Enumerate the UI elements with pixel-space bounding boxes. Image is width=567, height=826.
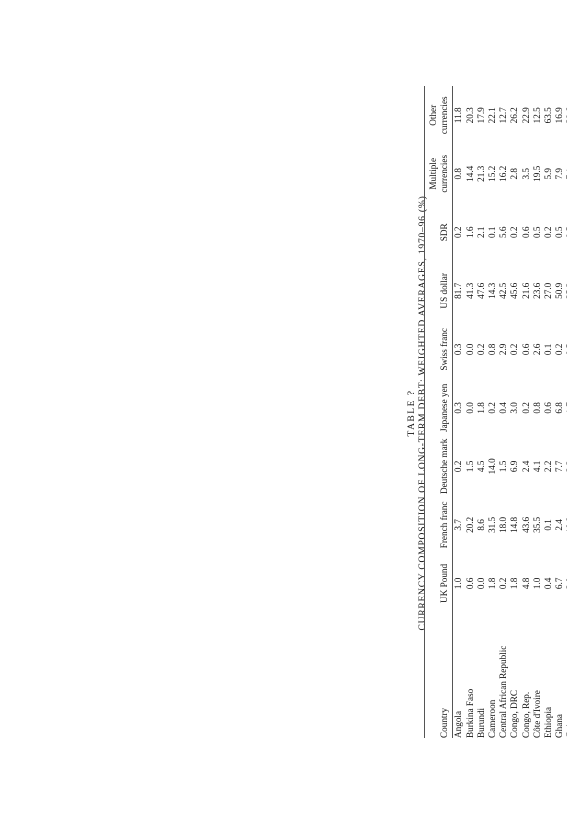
value-cell: 0.6 (520, 343, 531, 356)
value-cell: 1.0 (453, 577, 464, 590)
table-body (453, 86, 567, 738)
value-cell: 12.7 (498, 107, 509, 124)
value-cell: 41.3 (464, 282, 475, 299)
value-cell: 0.6 (464, 577, 475, 590)
value-cell: 6.8 (554, 402, 565, 414)
table-row (521, 86, 532, 738)
country-cell: Angola (453, 710, 464, 738)
value-cell: 0.8 (531, 402, 542, 414)
country-cell: Ghana (554, 714, 565, 738)
value-cell: 16.2 (498, 165, 509, 182)
column-header: French franc (425, 496, 453, 555)
value-cell: 18.0 (498, 516, 509, 533)
value-cell: 2.1 (475, 226, 486, 239)
value-cell: 3.5 (520, 168, 531, 180)
value-cell: 50.9 (554, 282, 565, 299)
value-cell: 2.4 (554, 519, 565, 531)
value-cell: 31.5 (487, 516, 498, 533)
value-cell: 1.5 (464, 460, 475, 473)
header-row (425, 86, 453, 738)
value-cell: 42.5 (498, 282, 509, 299)
column-header: Japanese yen (425, 379, 453, 438)
value-cell: 3.7 (453, 519, 464, 531)
value-cell: 1.8 (487, 577, 498, 590)
column-header: Other currencies (425, 86, 453, 145)
currency-composition-table (424, 86, 567, 738)
value-cell: 0.3 (453, 343, 464, 356)
country-cell: Congo, Rep. (520, 691, 531, 738)
value-cell: 21.6 (520, 282, 531, 299)
column-header: Deutsche mark (425, 437, 453, 496)
value-cell: 0.2 (487, 402, 498, 414)
value-cell: 16.9 (554, 107, 565, 124)
value-cell: 0.0 (464, 402, 475, 414)
table-row (476, 86, 487, 738)
value-cell: 2.2 (543, 460, 554, 473)
value-cell: 1.8 (475, 402, 486, 414)
value-cell: 47.6 (475, 282, 486, 299)
value-cell: 0.2 (498, 577, 509, 590)
value-cell: 1.8 (509, 577, 520, 590)
value-cell: 0.6 (543, 402, 554, 414)
value-cell: 0.2 (509, 226, 520, 239)
value-cell: 0.0 (475, 577, 486, 590)
value-cell: 0.2 (453, 226, 464, 239)
table-row (465, 86, 476, 738)
value-cell: 0.4 (543, 577, 554, 590)
value-cell: 43.6 (520, 516, 531, 533)
table-header (425, 86, 453, 738)
value-cell: 19.5 (531, 165, 542, 182)
value-cell: 20.3 (464, 107, 475, 124)
table-row (453, 86, 465, 738)
value-cell: 2.9 (498, 343, 509, 356)
value-cell: 7.7 (554, 460, 565, 473)
value-cell: 0.2 (453, 460, 464, 473)
value-cell: 0.1 (543, 343, 554, 356)
column-header: US dollar (425, 262, 453, 321)
table-row (532, 86, 543, 738)
value-cell: 4.1 (531, 460, 542, 473)
value-cell: 81.7 (453, 282, 464, 299)
value-cell: 0.1 (487, 226, 498, 239)
country-cell: Congo, DRC (509, 690, 520, 738)
value-cell: 23.6 (531, 282, 542, 299)
country-cell: Ethiopia (543, 706, 554, 738)
value-cell: 0.2 (520, 402, 531, 414)
value-cell: 0.5 (554, 226, 565, 239)
value-cell: 14.0 (487, 458, 498, 475)
value-cell: 3.0 (509, 402, 520, 414)
value-cell: 20.2 (464, 516, 475, 533)
value-cell: 0.0 (464, 343, 475, 356)
value-cell: 2.8 (509, 168, 520, 180)
value-cell: 4.5 (475, 460, 486, 473)
value-cell: 0.4 (498, 402, 509, 414)
table-title: CURRENCY COMPOSITION OF LONG-TERM DEBT: WEIGHTED AVERAGES, 1970–96 (%) (418, 195, 428, 631)
value-cell: 2.4 (520, 460, 531, 473)
country-cell: Burkina Faso (464, 688, 475, 738)
value-cell: 0.6 (520, 226, 531, 239)
value-cell: 45.6 (509, 282, 520, 299)
country-cell: Burundi (475, 707, 486, 738)
value-cell: 6.9 (509, 460, 520, 473)
value-cell: 2.6 (531, 343, 542, 356)
value-cell: 26.2 (509, 107, 520, 124)
value-cell: 1.6 (464, 226, 475, 239)
value-cell: 1.5 (498, 460, 509, 473)
value-cell: 5.6 (498, 226, 509, 239)
table-row (543, 86, 554, 738)
table-row (487, 86, 498, 738)
value-cell: 1.0 (531, 577, 542, 590)
value-cell: 0.3 (453, 402, 464, 414)
column-header: Swiss franc (425, 320, 453, 379)
value-cell: 7.9 (554, 168, 565, 180)
value-cell: 35.5 (531, 516, 542, 533)
country-cell: Côte d'Ivoire (531, 690, 542, 738)
value-cell: 5.9 (543, 168, 554, 180)
value-cell: 63.5 (543, 107, 554, 124)
country-cell: Central African Republic (498, 645, 509, 738)
value-cell: 15.2 (487, 165, 498, 182)
table-label: TABLE ? (407, 389, 417, 437)
value-cell: 0.8 (487, 343, 498, 356)
column-header: SDR (425, 203, 453, 262)
table-row (509, 86, 520, 738)
value-cell: 12.5 (531, 107, 542, 124)
value-cell: 22.9 (520, 107, 531, 124)
value-cell: 0.5 (531, 226, 542, 239)
value-cell: 17.9 (475, 107, 486, 124)
column-header: UK Pound (425, 554, 453, 613)
value-cell: 0.1 (543, 519, 554, 531)
value-cell: 22.1 (487, 107, 498, 124)
value-cell: 21.3 (475, 165, 486, 182)
value-cell: 14.8 (509, 516, 520, 533)
value-cell: 0.2 (475, 343, 486, 356)
value-cell: 27.0 (543, 282, 554, 299)
column-header: Multiple currencies (425, 145, 453, 204)
value-cell: 14.3 (487, 282, 498, 299)
table-row (498, 86, 509, 738)
table-row (554, 86, 565, 738)
value-cell: 0.2 (554, 343, 565, 356)
value-cell: 0.2 (509, 343, 520, 356)
value-cell: 14.4 (464, 165, 475, 182)
value-cell: 4.8 (520, 577, 531, 590)
value-cell: 8.6 (475, 519, 486, 531)
column-header: Country (425, 613, 453, 738)
country-cell: Cameroon (487, 699, 498, 738)
value-cell: 6.7 (554, 577, 565, 590)
value-cell: 0.8 (453, 168, 464, 180)
value-cell: 0.2 (543, 226, 554, 239)
value-cell: 11.8 (453, 107, 464, 124)
